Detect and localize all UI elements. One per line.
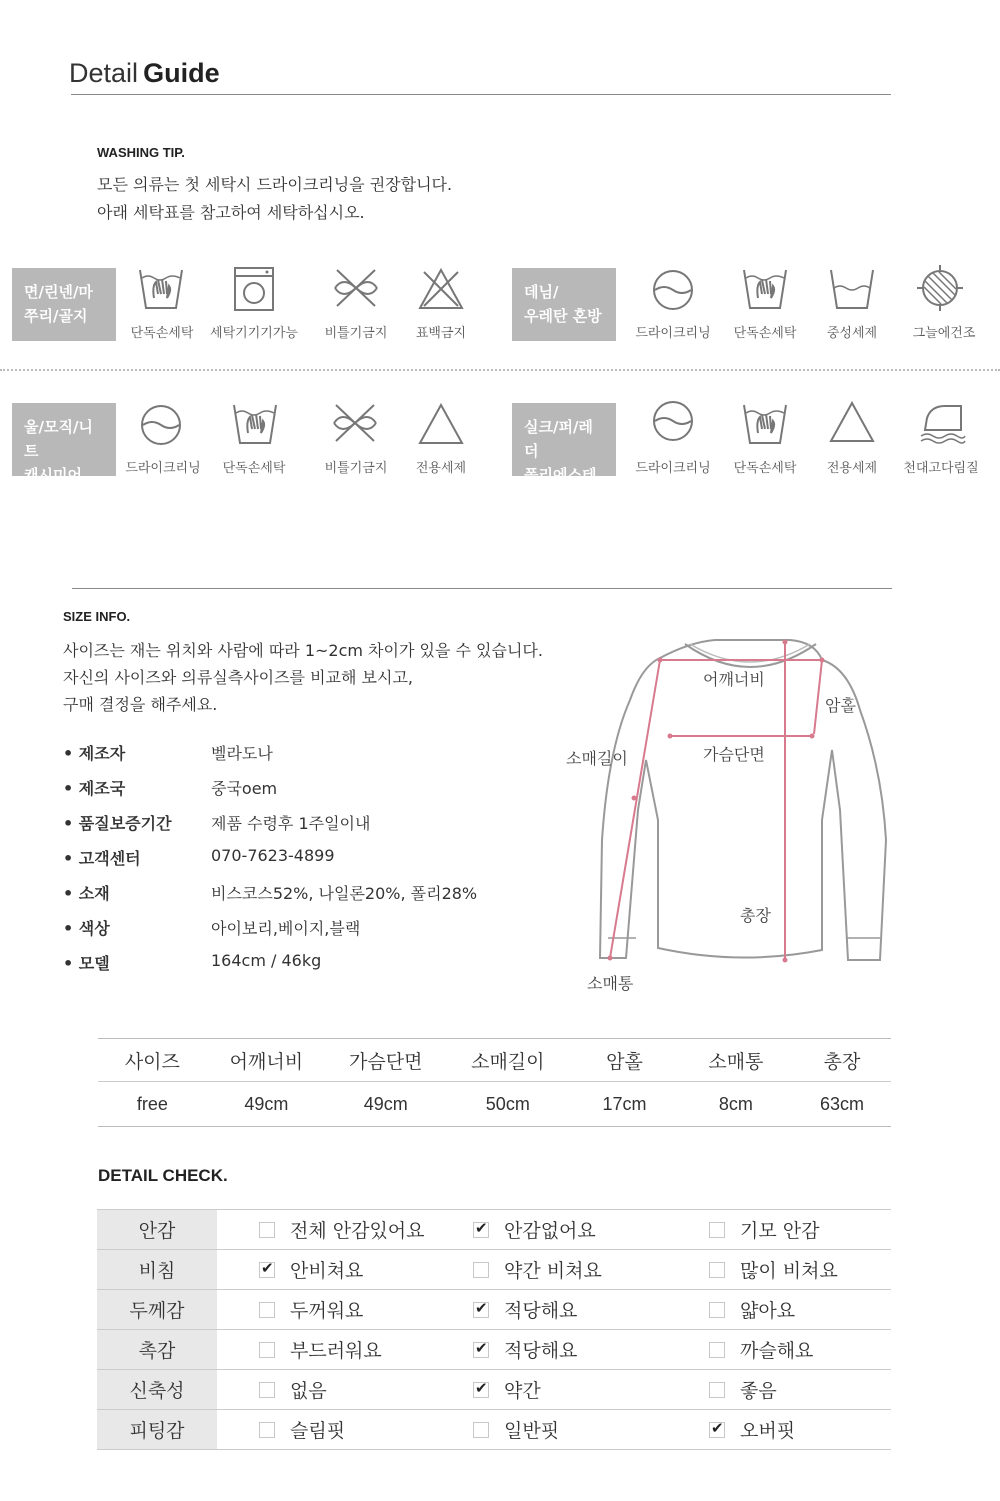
check-option-label: 약간 — [504, 1380, 541, 1402]
check-option-label: 없음 — [290, 1380, 327, 1402]
size-line3: 구매 결정을 해주세요. — [63, 695, 218, 714]
size-line1: 사이즈는 재는 위치와 사람에 따라 1~2cm 차이가 있을 수 있습니다. — [63, 641, 543, 660]
armhole-line — [814, 660, 822, 734]
checkbox[interactable] — [709, 1222, 725, 1238]
icon-caption: 단독손세탁 — [733, 326, 797, 341]
check-row — [97, 1370, 891, 1410]
check-option[interactable] — [217, 1210, 473, 1250]
size-table-cell: 49cm — [326, 1082, 445, 1127]
size-table-header: 가슴단면 — [326, 1039, 445, 1082]
check-option-label: 까슬해요 — [740, 1340, 814, 1362]
check-option[interactable] — [709, 1250, 891, 1290]
icon-caption: 비틀기금지 — [324, 461, 388, 476]
washing-line2: 아래 세탁표를 참고하여 세탁하십시오. — [97, 203, 365, 222]
checkbox-checked[interactable] — [473, 1222, 489, 1238]
hand-wash-icon — [740, 264, 790, 314]
check-row-label: 촉감 — [97, 1330, 217, 1370]
washing-heading: WASHING TIP. — [97, 145, 185, 160]
dry-clean-icon — [648, 396, 698, 446]
check-row-label: 비침 — [97, 1250, 217, 1290]
checkbox-checked[interactable] — [473, 1342, 489, 1358]
check-option-label: 전체 안감있어요 — [290, 1220, 425, 1242]
check-row — [97, 1410, 891, 1450]
check-option[interactable] — [709, 1330, 891, 1370]
check-option[interactable] — [217, 1410, 473, 1450]
check-row — [97, 1210, 891, 1250]
sleeve-line — [610, 660, 660, 958]
header-divider — [71, 94, 891, 95]
spec-key: • 제조국 — [63, 779, 126, 798]
check-option[interactable] — [709, 1210, 891, 1250]
size-divider — [72, 588, 892, 589]
wash-category-wool — [12, 403, 116, 484]
hand-wash-icon — [136, 264, 186, 314]
size-table-cell: 8cm — [679, 1082, 793, 1127]
check-option-label: 두꺼워요 — [290, 1300, 364, 1322]
neutral-detergent-icon — [827, 264, 877, 314]
check-option[interactable] — [217, 1250, 473, 1290]
icon-caption: 단독손세탁 — [222, 461, 286, 476]
size-table-header: 총장 — [793, 1039, 891, 1082]
label-shoulder: 어깨너비 — [703, 670, 765, 689]
checkbox[interactable] — [709, 1262, 725, 1278]
checkbox-checked[interactable] — [709, 1422, 725, 1438]
check-option-label: 오버핏 — [740, 1420, 796, 1442]
icon-caption: 단독손세탁 — [130, 326, 194, 341]
check-option-label: 좋음 — [740, 1380, 777, 1402]
size-table-header: 사이즈 — [98, 1039, 207, 1082]
label-chest: 가슴단면 — [703, 745, 765, 764]
icon-caption: 그늘에건조 — [912, 326, 976, 341]
checkbox-checked[interactable] — [259, 1262, 275, 1278]
category-label-line1: 실크/퍼/레더 — [524, 418, 593, 460]
spec-value: 070-7623-4899 — [211, 846, 335, 865]
check-option-label: 기모 안감 — [740, 1220, 820, 1242]
checkbox[interactable] — [259, 1302, 275, 1318]
spec-key: • 소재 — [63, 884, 110, 903]
detail-check-heading: DETAIL CHECK. — [98, 1166, 228, 1185]
size-table-cell: free — [98, 1082, 207, 1127]
size-table — [98, 1038, 891, 1127]
size-line2: 자신의 사이즈와 의류실측사이즈를 비교해 보시고, — [63, 668, 414, 687]
checkbox[interactable] — [259, 1222, 275, 1238]
check-option[interactable] — [217, 1290, 473, 1330]
shade-dry-icon — [915, 263, 965, 313]
check-row-label: 신축성 — [97, 1370, 217, 1410]
check-option[interactable] — [473, 1330, 709, 1370]
check-option-label: 약간 비쳐요 — [504, 1260, 602, 1282]
label-armhole: 암홀 — [825, 696, 856, 715]
page-title — [69, 58, 220, 89]
category-label-line1: 면/린넨/마 — [24, 283, 93, 301]
check-option-label: 적당해요 — [504, 1300, 578, 1322]
dry-clean-icon — [136, 400, 186, 450]
icon-caption: 전용세제 — [826, 461, 878, 476]
spec-value: 벨라도나 — [211, 744, 273, 763]
spec-key: • 색상 — [63, 919, 110, 938]
check-option-label: 안감없어요 — [504, 1220, 596, 1242]
no-bleach-icon — [416, 264, 466, 314]
check-option[interactable] — [217, 1370, 473, 1410]
wash-category-silk — [512, 403, 616, 508]
check-option[interactable] — [709, 1290, 891, 1330]
checkbox[interactable] — [473, 1262, 489, 1278]
section-divider-dotted — [0, 369, 1000, 371]
spec-key: • 품질보증기간 — [63, 814, 172, 833]
hand-wash-icon — [740, 399, 790, 449]
checkbox-checked[interactable] — [473, 1302, 489, 1318]
label-sleeve-length: 소매길이 — [566, 749, 628, 768]
icon-caption: 중성세제 — [826, 326, 878, 341]
check-option-label: 적당해요 — [504, 1340, 578, 1362]
spec-value: 아이보리,베이지,블랙 — [211, 919, 361, 938]
size-table-header: 암홀 — [570, 1039, 679, 1082]
label-total-length: 총장 — [740, 906, 771, 925]
checkbox[interactable] — [473, 1422, 489, 1438]
spec-key: • 고객센터 — [63, 849, 141, 868]
detail-check-table — [97, 1209, 891, 1450]
check-option[interactable] — [473, 1290, 709, 1330]
table-row — [98, 1082, 891, 1127]
category-label-line2: 캐시미어 — [24, 466, 82, 484]
wash-category-cotton — [12, 268, 116, 341]
check-option-label: 얇아요 — [740, 1300, 796, 1322]
category-label-line2: 우레탄 혼방 — [524, 307, 602, 325]
icon-caption: 전용세제 — [415, 461, 467, 476]
size-table-cell: 63cm — [793, 1082, 891, 1127]
spec-value: 제품 수령후 1주일이내 — [211, 814, 371, 833]
category-label-line1: 데님/ — [524, 283, 559, 301]
check-option-label: 안비쳐요 — [290, 1260, 364, 1282]
checkbox[interactable] — [709, 1382, 725, 1398]
check-option-label: 일반핏 — [504, 1420, 560, 1442]
icon-caption: 천대고다림질 — [903, 461, 979, 476]
icon-caption: 표백금지 — [415, 326, 467, 341]
check-row-label: 안감 — [97, 1210, 217, 1250]
check-option-label: 부드러워요 — [290, 1340, 382, 1362]
size-heading: SIZE INFO. — [63, 609, 131, 624]
check-option-label: 많이 비쳐요 — [740, 1260, 838, 1282]
category-label-line1: 울/모직/니트 — [24, 418, 93, 460]
check-option[interactable] — [473, 1410, 709, 1450]
checkbox[interactable] — [259, 1382, 275, 1398]
check-option-label: 슬림핏 — [290, 1420, 346, 1442]
checkbox[interactable] — [259, 1342, 275, 1358]
check-row-label: 두께감 — [97, 1290, 217, 1330]
special-detergent-icon — [827, 397, 877, 447]
spec-key: • 제조자 — [63, 744, 126, 763]
check-row — [97, 1250, 891, 1290]
iron-with-cloth-icon — [917, 396, 967, 446]
checkbox[interactable] — [709, 1342, 725, 1358]
size-table-header: 소매통 — [679, 1039, 793, 1082]
check-option[interactable] — [473, 1210, 709, 1250]
spec-value: 비스코스52%, 나일론20%, 폴리28% — [211, 884, 478, 903]
spec-value: 중국oem — [211, 779, 278, 798]
check-row — [97, 1290, 891, 1330]
check-option[interactable] — [473, 1370, 709, 1410]
icon-caption: 드라이크리닝 — [125, 461, 201, 476]
size-table-header: 어깨너비 — [207, 1039, 326, 1082]
check-option[interactable] — [709, 1370, 891, 1410]
checkbox[interactable] — [259, 1422, 275, 1438]
checkbox[interactable] — [709, 1302, 725, 1318]
check-row-label: 피팅감 — [97, 1410, 217, 1450]
spec-key: • 모델 — [63, 954, 110, 973]
label-sleeve-width: 소매통 — [587, 974, 634, 993]
spec-value: 164cm / 46kg — [211, 951, 322, 970]
washing-line1: 모든 의류는 첫 세탁시 드라이크리닝을 권장합니다. — [97, 175, 453, 194]
no-wring-icon — [331, 264, 381, 314]
title-light: Detail — [69, 58, 139, 88]
washing-machine-icon — [229, 264, 279, 314]
size-table-cell: 17cm — [570, 1082, 679, 1127]
icon-caption: 세탁기기기가능 — [210, 326, 298, 341]
wash-category-denim — [512, 268, 616, 341]
check-option[interactable] — [473, 1250, 709, 1290]
check-option[interactable] — [709, 1410, 891, 1450]
category-label-line2: 쭈리/골지 — [24, 307, 88, 325]
size-table-header: 소매길이 — [445, 1039, 570, 1082]
icon-caption: 비틀기금지 — [324, 326, 388, 341]
icon-caption: 드라이크리닝 — [635, 461, 711, 476]
special-detergent-icon — [416, 399, 466, 449]
check-row — [97, 1330, 891, 1370]
size-table-cell: 49cm — [207, 1082, 326, 1127]
no-wring-icon — [330, 399, 380, 449]
title-bold: Guide — [143, 58, 220, 88]
icon-caption: 드라이크리닝 — [635, 326, 711, 341]
size-table-cell: 50cm — [445, 1082, 570, 1127]
check-option[interactable] — [217, 1330, 473, 1370]
icon-caption: 단독손세탁 — [733, 461, 797, 476]
checkbox-checked[interactable] — [473, 1382, 489, 1398]
hand-wash-icon — [230, 399, 280, 449]
category-label-line2: 폴리에스테르 — [524, 466, 597, 508]
dry-clean-icon — [648, 265, 698, 315]
